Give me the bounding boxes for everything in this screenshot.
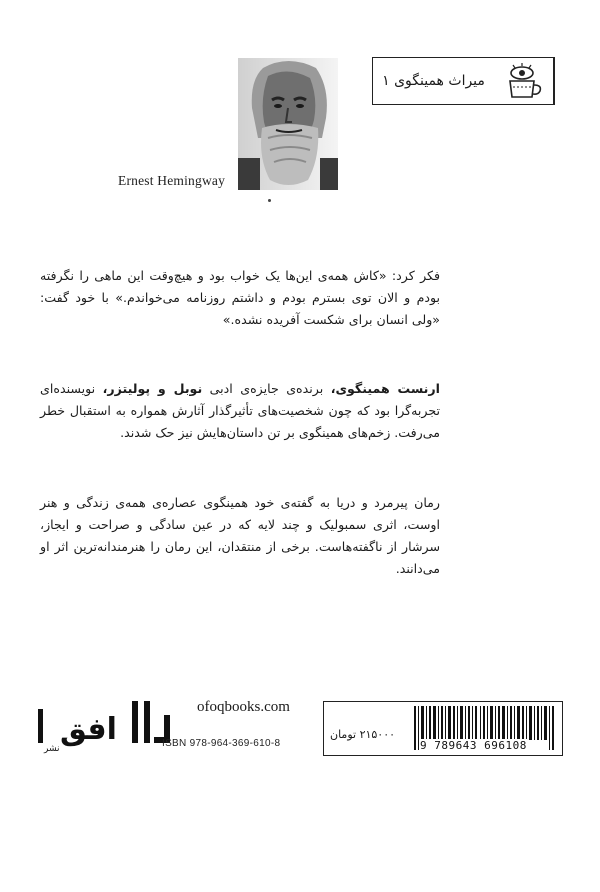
series-label: میراث همینگوی ۱ (382, 73, 485, 89)
bio-text-part1: برنده‌ی جایزه‌ی ادبی (202, 381, 331, 396)
bio-text-part2: نویسنده‌ای تجربه‌گرا بود که چون شخصیت‌های تأثیرگذار آثارش همواره به استقبال خطر می‌رفت. زخم‌های همینگوی بر تن داستان‌هایش نیز حک شدند. (40, 381, 440, 440)
description-paragraph: رمان پیرمرد و دریا به گفته‌ی خود همینگوی عصاره‌ی همه‌ی زندگی و هنر اوست، اثری سمبولیک و چند لایه که در عین سادگی و صراحت و ایجاز، سرشار از ناگفته‌هاست. برخی از منتقدان، این رمان را هنرمندانه‌ترین اثر او می‌دانند. (40, 495, 440, 576)
bio-author-name: ارنست همینگوی، (330, 381, 440, 396)
publisher-website[interactable]: ofoqbooks.com (197, 699, 290, 715)
publisher-logo (36, 695, 176, 755)
price-label: ۲۱۵۰۰۰ تومان (330, 728, 396, 741)
publisher-name: افق (60, 712, 117, 747)
barcode-digits: 9 789643 696108 (420, 739, 527, 752)
quote-paragraph: فکر کرد: «کاش همه‌ی این‌ها یک خواب بود و هیچ‌وقت این ماهی را نگرفته بودم و الان توی بسترم بودم و داشتم روزنامه می‌خواندم.» با خود گفت: «ولی انسان برای شکست آفریده نشده.» (40, 268, 440, 327)
bio-paragraph (40, 378, 440, 444)
author-name-english: Ernest Hemingway (118, 173, 226, 188)
isbn-number: ISBN 978-964-369-610-8 (162, 738, 281, 749)
bio-prize: نوبل و پولیتزر، (102, 381, 203, 396)
decorative-dot (268, 199, 271, 202)
barcode-box (323, 701, 563, 756)
eye-cup-icon (494, 58, 554, 104)
author-portrait (238, 58, 338, 190)
publisher-tag: نشر (44, 744, 60, 754)
series-box (372, 57, 555, 105)
